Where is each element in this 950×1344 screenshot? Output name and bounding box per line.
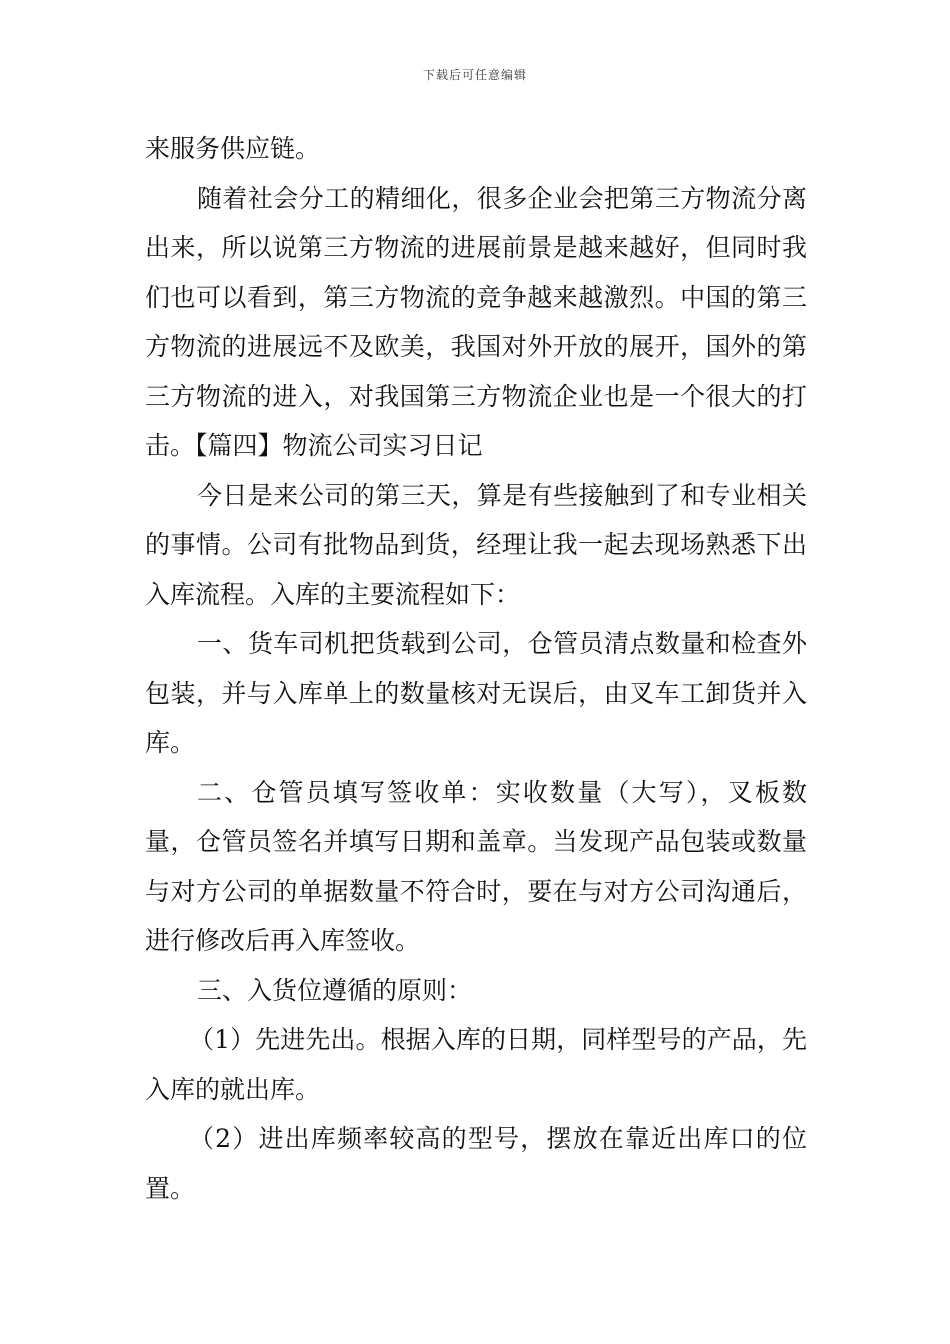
paragraph: （1）先进先出。根据入库的日期，同样型号的产品，先入库的就出库。 — [145, 1025, 807, 1104]
paragraph: 来服务供应链。 — [145, 134, 321, 163]
paragraph: 二、仓管员填写签收单：实收数量（大写），叉板数量，仓管员签名并填写日期和盖章。当发现产品包装或数量与对方公司的单据数量不符合时，要在与对方公司沟通后，进行修改后再入库签收。 — [145, 777, 807, 955]
paragraph: （2）进出库频率较高的型号，摆放在靠近出库口的位置。 — [145, 1124, 807, 1203]
page-header: 下载后可任意编辑 — [422, 68, 527, 82]
paragraph: 随着社会分工的精细化，很多企业会把第三方物流分离出来，所以说第三方物流的进展前景是越来越好，但同时我们也可以看到，第三方物流的竞争越来越激烈。中国的第三方物流的进展远不及欧美，我国对外开放的展开，国外的第三方物流的进入，对我国第三方物流企业也是一个很大的打击。【篇四】物流公司实习日记 — [145, 183, 807, 460]
paragraph: 一、货车司机把货载到公司，仓管员清点数量和检查外包装，并与入库单上的数量核对无误后，由叉车工卸货并入库。 — [145, 629, 807, 757]
document-body — [145, 124, 807, 1213]
paragraph: 今日是来公司的第三天，算是有些接触到了和专业相关的事情。公司有批物品到货，经理让我一起去现场熟悉下出入库流程。入库的主要流程如下： — [145, 480, 807, 609]
paragraph: 三、入货位遵循的原则： — [197, 975, 473, 1005]
